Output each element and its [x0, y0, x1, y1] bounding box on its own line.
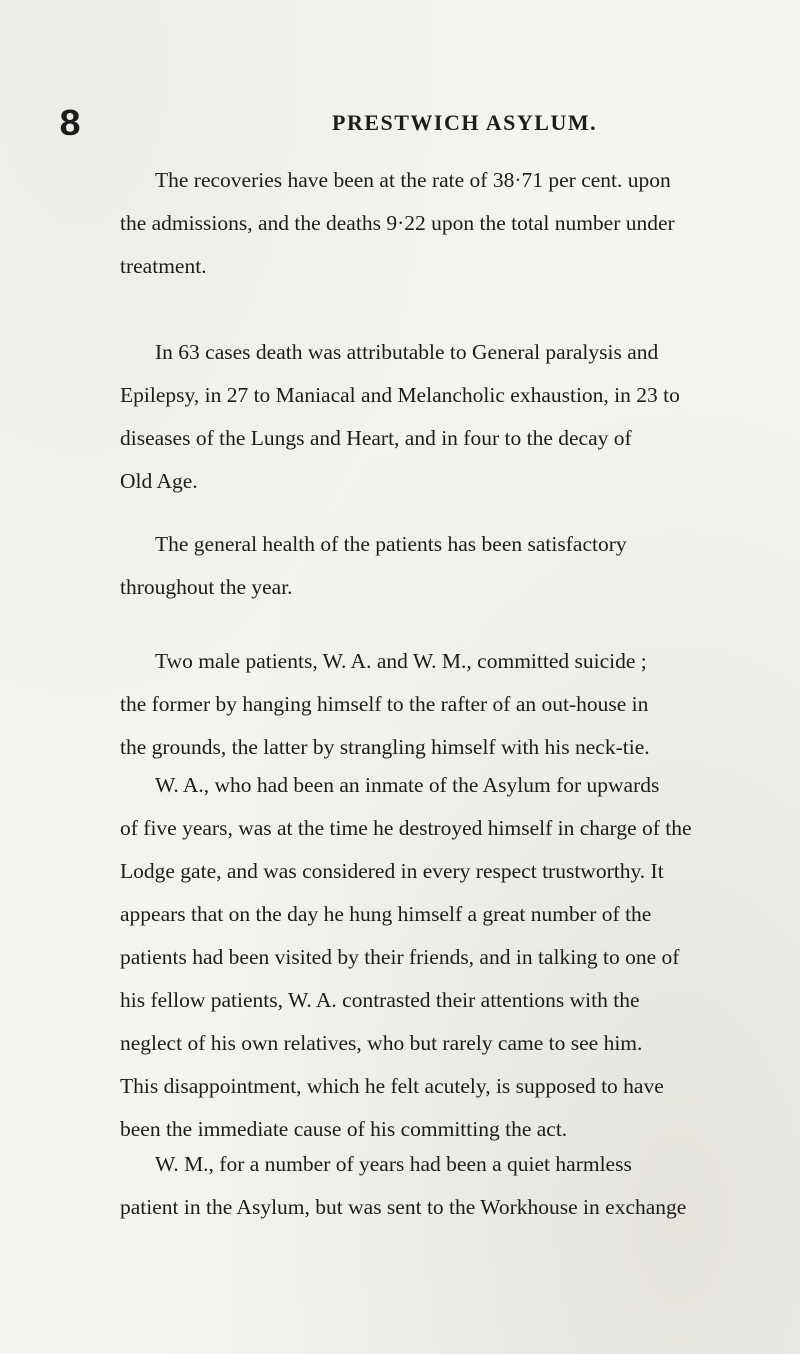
- text-line: throughout the year.: [120, 575, 293, 599]
- paragraph-recoveries: [120, 159, 770, 288]
- paragraph-w-m: [120, 1143, 770, 1229]
- text-line: Two male patients, W. A. and W. M., committed suicide ;: [155, 649, 647, 673]
- text-line: of five years, was at the time he destroyed himself in charge of the: [120, 816, 692, 840]
- text-line: Lodge gate, and was considered in every respect trustworthy. It: [120, 859, 664, 883]
- text-line: The general health of the patients has been satisfactory: [155, 532, 627, 556]
- text-line: In 63 cases death was attributable to General paralysis and: [155, 340, 659, 364]
- paragraph-deaths: [120, 331, 770, 503]
- paragraph-suicides: [120, 640, 770, 769]
- text-line: the grounds, the latter by strangling himself with his neck-tie.: [120, 735, 650, 759]
- text-line: diseases of the Lungs and Heart, and in four to the decay of: [120, 426, 632, 450]
- text-line: treatment.: [120, 254, 207, 278]
- text-line: patient in the Asylum, but was sent to the Workhouse in exchange: [120, 1195, 687, 1219]
- running-title: PRESTWICH ASYLUM.: [332, 110, 598, 135]
- text-line: Old Age.: [120, 469, 198, 493]
- paragraph-health: [120, 523, 770, 609]
- text-line: Epilepsy, in 27 to Maniacal and Melancholic exhaustion, in 23 to: [120, 383, 680, 407]
- text-line: the former by hanging himself to the rafter of an out-house in: [120, 692, 649, 716]
- text-line: the admissions, and the deaths 9·22 upon the total number under: [120, 211, 675, 235]
- paragraph-w-a: [120, 764, 770, 1151]
- text-line: W. M., for a number of years had been a quiet harmless: [155, 1152, 632, 1176]
- text-line: The recoveries have been at the rate of 38·71 per cent. upon: [155, 168, 671, 192]
- page-number: 8: [59, 102, 80, 143]
- text-line: neglect of his own relatives, who but rarely came to see him.: [120, 1031, 643, 1055]
- text-line: his fellow patients, W. A. contrasted their attentions with the: [120, 988, 640, 1012]
- text-line: been the immediate cause of his committing the act.: [120, 1117, 568, 1141]
- text-line: W. A., who had been an inmate of the Asylum for upwards: [155, 773, 660, 797]
- text-line: patients had been visited by their friends, and in talking to one of: [120, 945, 680, 969]
- text-line: This disappointment, which he felt acutely, is supposed to have: [120, 1074, 664, 1098]
- text-line: appears that on the day he hung himself a great number of the: [120, 902, 652, 926]
